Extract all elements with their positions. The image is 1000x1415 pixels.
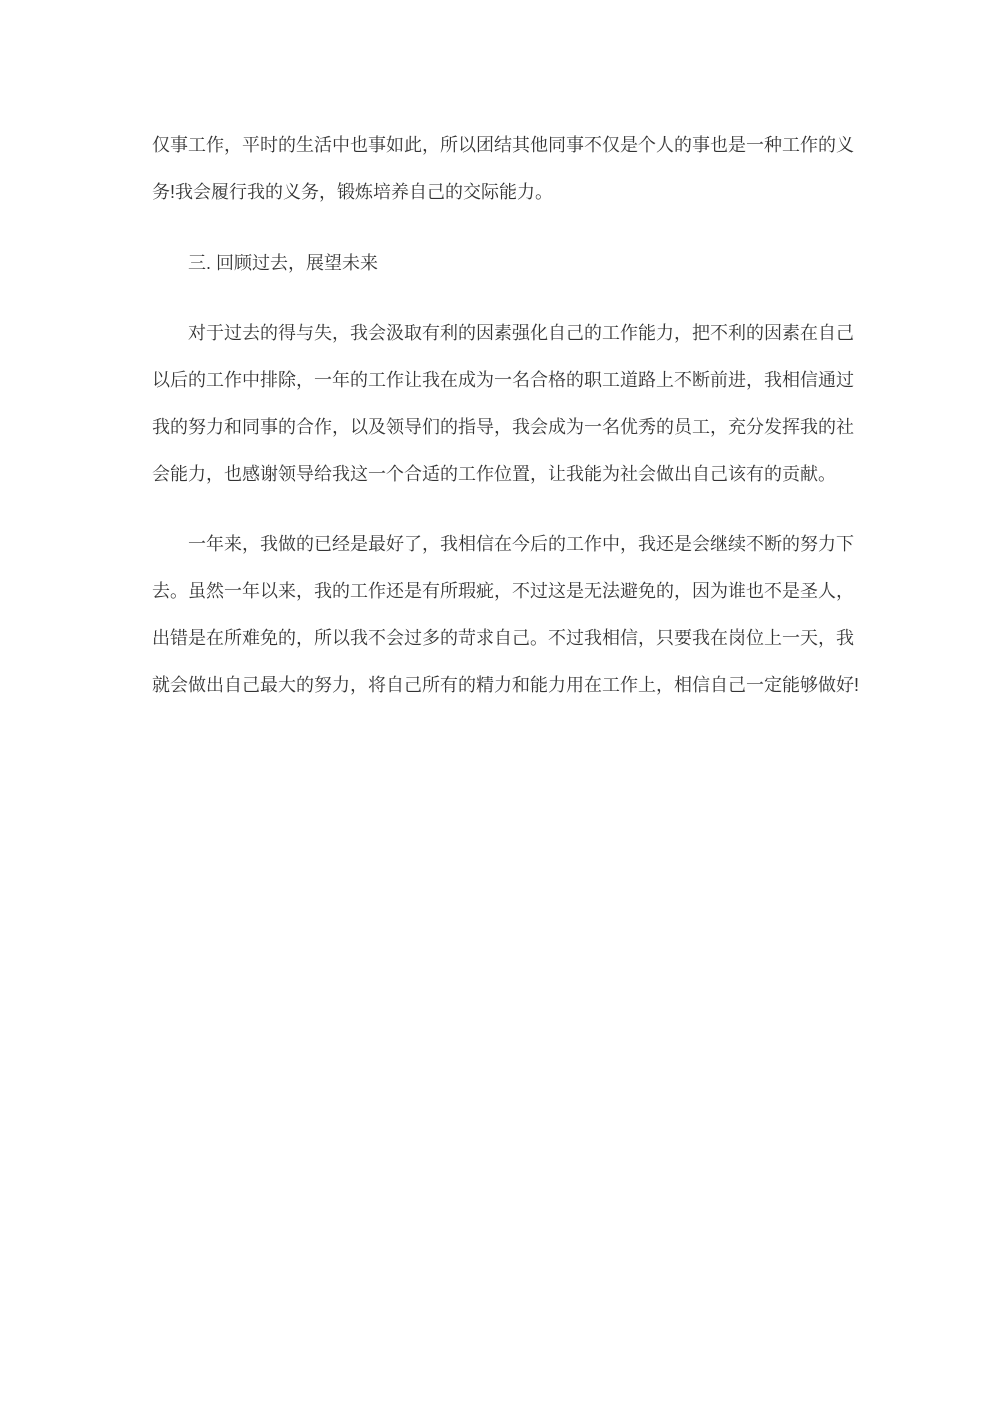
paragraph-line: 务!我会履行我的义务，锻炼培养自己的交际能力。 xyxy=(152,182,553,202)
paragraph-line: 仅事工作，平时的生活中也事如此，所以团结其他同事不仅是个人的事也是一种工作的义 xyxy=(152,135,854,155)
paragraph-line: 以后的工作中排除，一年的工作让我在成为一名合格的职工道路上不断前进，我相信通过 xyxy=(152,370,854,390)
paragraph-line: 我的努力和同事的合作，以及领导们的指导，我会成为一名优秀的员工，充分发挥我的社 xyxy=(152,417,854,437)
paragraph-line: 就会做出自己最大的努力，将自己所有的精力和能力用在工作上，相信自己一定能够做好! xyxy=(152,675,859,695)
paragraph-line: 会能力，也感谢领导给我这一个合适的工作位置，让我能为社会做出自己该有的贡献。 xyxy=(152,464,836,484)
paragraph-line: 对于过去的得与失，我会汲取有利的因素强化自己的工作能力，把不利的因素在自己 xyxy=(188,323,854,343)
paragraph-line: 去。虽然一年以来，我的工作还是有所瑕疵，不过这是无法避免的，因为谁也不是圣人， xyxy=(152,581,854,601)
paragraph-line: 出错是在所难免的，所以我不会过多的苛求自己。不过我相信，只要我在岗位上一天，我 xyxy=(152,628,854,648)
section-heading: 三. 回顾过去，展望未来 xyxy=(188,253,379,273)
paragraph-line: 一年来，我做的已经是最好了，我相信在今后的工作中，我还是会继续不断的努力下 xyxy=(188,534,854,554)
